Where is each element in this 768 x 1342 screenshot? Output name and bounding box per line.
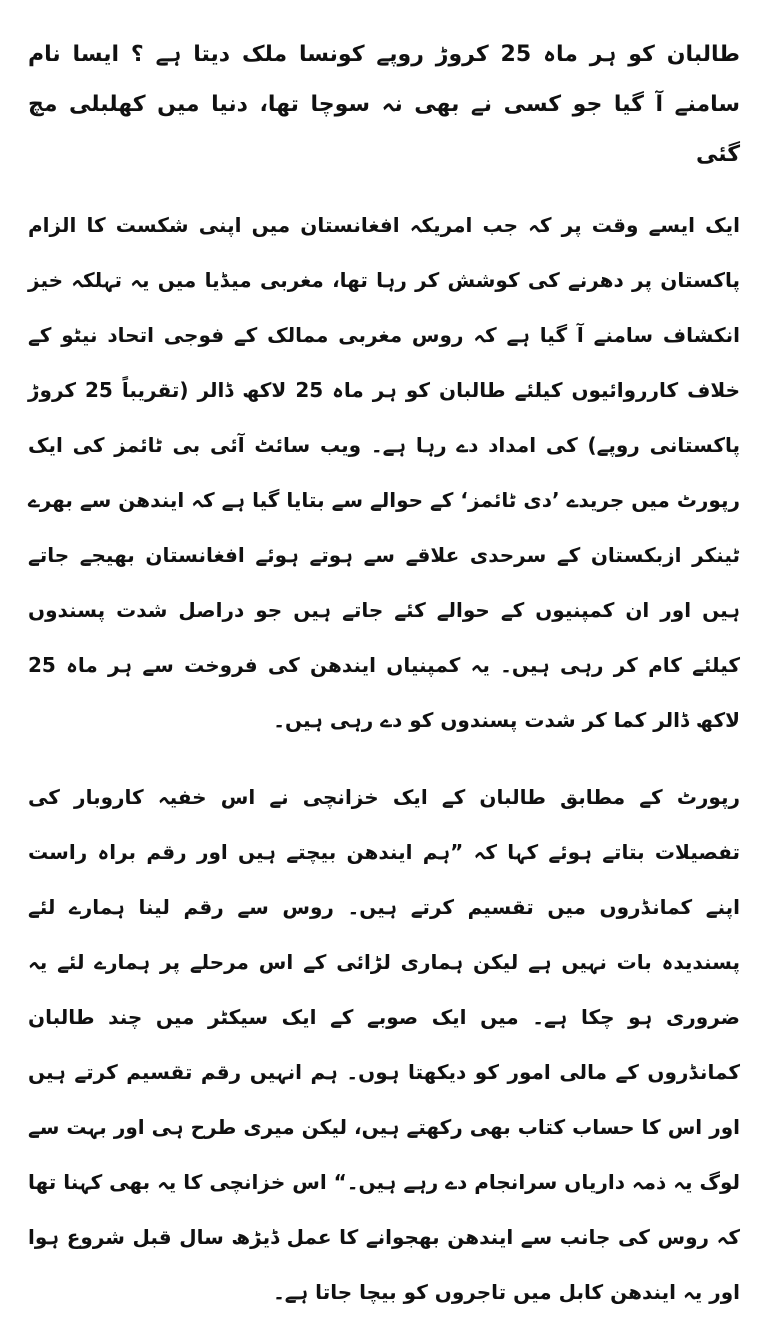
news-article: [28, 30, 740, 1342]
article-paragraph-1: ایک ایسے وقت پر کہ جب امریکہ افغانستان میں اپنی شکست کا الزام پاکستان پر دھرنے کی کوشش کر رہا تھا، مغربی میڈیا میں یہ تہلکہ خیز انکشاف سامنے آ گیا ہے کہ روس مغربی ممالک کے فوجی اتحاد نیٹو کے خلاف کارروائیوں کیلئے طالبان کو ہر ماہ 25 لاکھ ڈالر (تقریباً 25 کروڑ پاکستانی روپے) کی امداد دے رہا ہے۔ ویب سائٹ آئی بی ٹائمز کی ایک رپورٹ میں جریدے ’دی ٹائمز‘ کے حوالے سے بتایا گیا ہے کہ ایندھن سے بھرے ٹینکر ازبکستان کے سرحدی علاقے سے ہوتے ہوئے افغانستان بھیجے جاتے ہیں اور ان کمپنیوں کے حوالے کئے جاتے ہیں جو دراصل شدت پسندوں کیلئے کام کر رہی ہیں۔ یہ کمپنیاں ایندھن کی فروخت سے ہر ماہ 25 لاکھ ڈالر کما کر شدت پسندوں کو دے رہی ہیں۔: [28, 213, 741, 732]
article-headline: طالبان کو ہر ماہ 25 کروڑ روپے کونسا ملک دیتا ہے ؟ ایسا نام سامنے آ گیا جو کسی نے بھی نہ سوچا تھا، دنیا میں کھلبلی مچ گئی: [28, 42, 741, 167]
article-paragraph-2: رپورٹ کے مطابق طالبان کے ایک خزانچی نے اس خفیہ کاروبار کی تفصیلات بتاتے ہوئے کہا کہ ”ہم ایندھن بیچتے ہیں اور رقم براہ راست اپنے کمانڈروں میں تقسیم کرتے ہیں۔ روس سے رقم لینا ہمارے لئے پسندیدہ بات نہیں ہے لیکن ہماری لڑائی کے اس مرحلے پر ہمارے لئے یہ ضروری ہو چکا ہے۔ میں ایک صوبے کے ایک سیکٹر میں چند طالبان کمانڈروں کے مالی امور کو دیکھتا ہوں۔ ہم انہیں رقم تقسیم کرتے ہیں اور اس کا حساب کتاب بھی رکھتے ہیں، لیکن میری طرح ہی اور بہت سے لوگ یہ ذمہ داریاں سرانجام دے رہے ہیں۔“ اس خزانچی کا یہ بھی کہنا تھا کہ روس کی جانب سے ایندھن بھجوانے کا عمل ڈیڑھ سال قبل شروع ہوا اور یہ ایندھن کابل میں تاجروں کو بیچا جاتا ہے۔: [28, 785, 740, 1304]
